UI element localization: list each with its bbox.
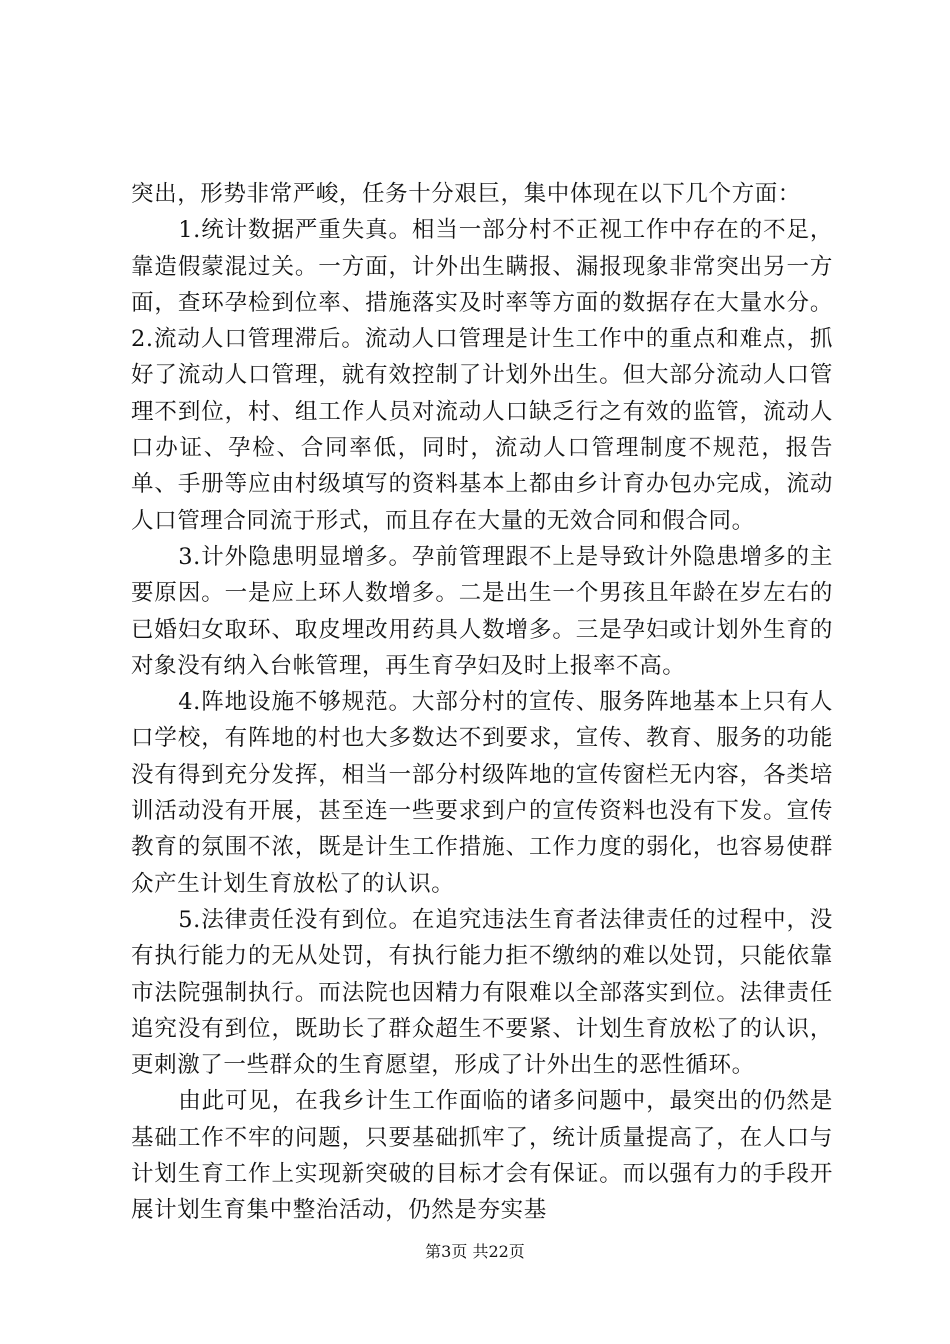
paragraph-item-5: 5.法律责任没有到位。在追究违法生育者法律责任的过程中，没有执行能力的无从处罚，有执行能力拒不缴纳的难以处罚，只能依靠市法院强制执行。而法院也因精力有限难以全部落实到位。法律责任追究没有到位，既助长了群众超生不要紧、计划生育放松了的认识，更刺激了一些群众的生育愿望，形成了计外出生的恶性循环。 — [131, 906, 833, 1079]
paragraph-item-4: 4.阵地设施不够规范。大部分村的宣传、服务阵地基本上只有人口学校，有阵地的村也大多数达不到要求，宣传、教育、服务的功能没有得到充分发挥，相当一部分村级阵地的宣传窗栏无内容，各类培训活动没有开展，甚至连一些要求到户的宣传资料也没有下发。宣传教育的氛围不浓，既是计生工作措施、工作力度的弱化，也容易使群众产生计划生育放松了的认识。 — [131, 689, 833, 897]
document-body — [131, 176, 833, 1229]
paragraph-item-1-2: 1.统计数据严重失真。相当一部分村不正视工作中存在的不足，靠造假蒙混过关。一方面，计外出生瞒报、漏报现象非常突出另一方面，查环孕检到位率、措施落实及时率等方面的数据存在大量水分。 2.流动人口管理滞后。流动人口管理是计生工作中的重点和难点，抓好了流动人口管理，就有效控制了计划外出生。但大部分流动人口管理不到位，村、组工作人员对流动人口缺乏行之有效的监管，流动人口办证、孕检、合同率低，同时，流动人口管理制度不规范，报告单、手册等应由村级填写的资料基本上都由乡计育办包办完成，流动人口管理合同流于形式，而且存在大量的无效合同和假合同。 — [131, 217, 833, 534]
page-number-footer: 第3页 共22页 — [425, 1242, 525, 1261]
paragraph-conclusion: 由此可见，在我乡计生工作面临的诸多问题中，最突出的仍然是基础工作不牢的问题，只要基础抓牢了，统计质量提高了，在人口与计划生育工作上实现新突破的目标才会有保证。而以强有力的手段开展计划生育集中整治活动，仍然是夯实基 — [131, 1088, 833, 1224]
paragraph-intro: 突出，形势非常严峻，任务十分艰巨，集中体现在以下几个方面： — [131, 181, 801, 207]
paragraph-item-3: 3.计外隐患明显增多。孕前管理跟不上是导致计外隐患增多的主要原因。一是应上环人数增多。二是出生一个男孩且年龄在岁左右的已婚妇女取环、取皮埋改用药具人数增多。三是孕妇或计划外生育的对象没有纳入台帐管理，再生育孕妇及时上报率不高。 — [131, 543, 833, 679]
